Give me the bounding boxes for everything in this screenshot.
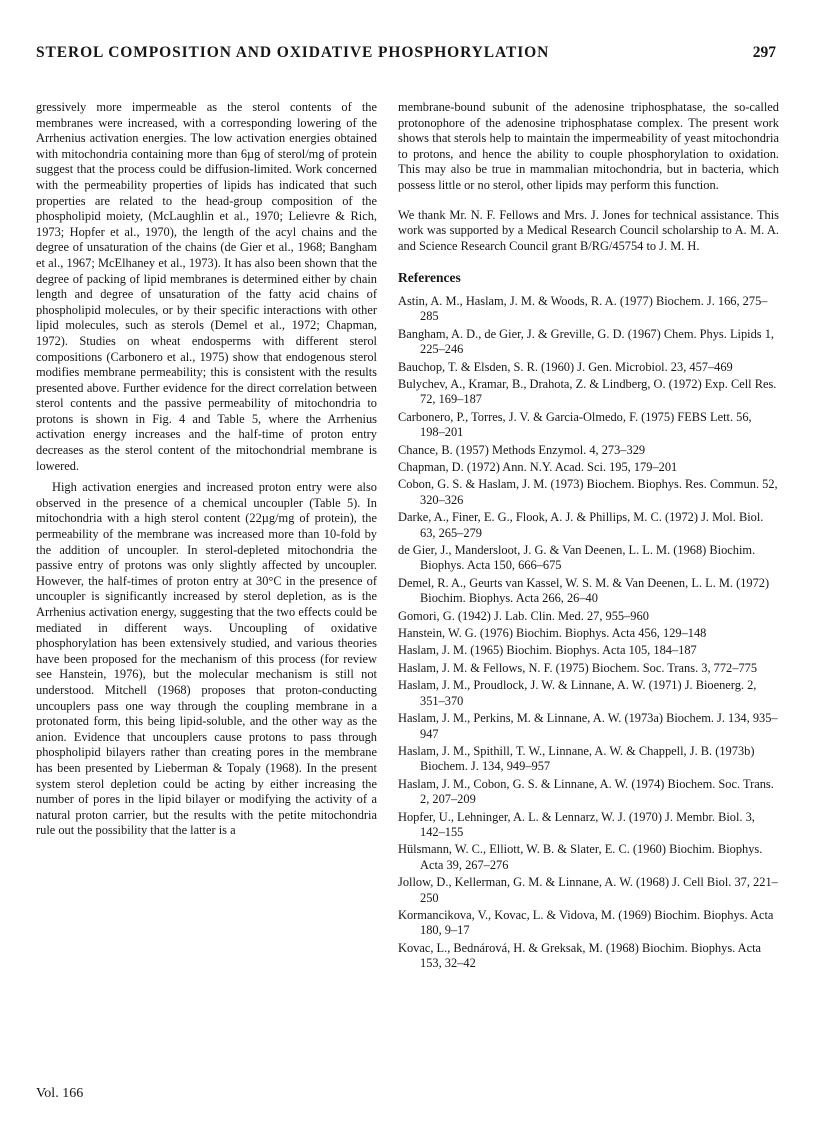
reference-item: Hopfer, U., Lehninger, A. L. & Lennarz, W. J. (1970) J. Membr. Biol. 3, 142–155 (398, 809, 755, 839)
reference-item: Demel, R. A., Geurts van Kassel, W. S. M. & Van Deenen, L. L. M. (1972) Biochim. Biophys. Acta 266, 26–40 (398, 575, 770, 606)
left-column (36, 100, 377, 839)
reference-item: Jollow, D., Kellerman, G. M. & Linnane, A. W. (1968) J. Cell Biol. 37, 221–250 (398, 875, 778, 905)
reference-item: Hülsmann, W. C., Elliott, W. B. & Slater, E. C. (1960) Biochim. Biophys. Acta 39, 267–276 (398, 842, 763, 872)
reference-item: Haslam, J. M., Perkins, M. & Linnane, A. W. (1973a) Biochem. J. 134, 935–947 (398, 711, 778, 741)
reference-item: Kovac, L., Bednárová, H. & Greksak, M. (1968) Biochim. Biophys. Acta 153, 32–42 (398, 940, 762, 971)
reference-item: Haslam, J. M. & Fellows, N. F. (1975) Biochem. Soc. Trans. 3, 772–775 (398, 660, 758, 675)
volume-footer: Vol. 166 (36, 1086, 84, 1101)
reference-item: Bauchop, T. & Elsden, S. R. (1960) J. Gen. Microbiol. 23, 457–469 (398, 359, 733, 374)
right-column (398, 100, 779, 974)
reference-item: Hanstein, W. G. (1976) Biochim. Biophys. Acta 456, 129–148 (398, 626, 707, 641)
reference-item: Darke, A., Finer, E. G., Flook, A. J. & Phillips, M. C. (1972) J. Mol. Biol. 63, 265–279 (398, 510, 764, 540)
reference-item: Chance, B. (1957) Methods Enzymol. 4, 273–329 (398, 442, 646, 457)
reference-item: Bangham, A. D., de Gier, J. & Greville, G. D. (1967) Chem. Phys. Lipids 1, 225–246 (398, 326, 775, 357)
running-header-title: STEROL COMPOSITION AND OXIDATIVE PHOSPHORYLATION (36, 44, 550, 61)
reference-item: Haslam, J. M., Cobon, G. S. & Linnane, A. W. (1974) Biochem. Soc. Trans. 2, 207–209 (398, 776, 774, 807)
reference-item: Astin, A. M., Haslam, J. M. & Woods, R. A. (1977) Biochem. J. 166, 275–285 (398, 293, 768, 324)
page-number: 297 (752, 44, 776, 61)
reference-item: Carbonero, P., Torres, J. V. & Garcia-Olmedo, F. (1975) FEBS Lett. 56, 198–201 (398, 409, 752, 440)
reference-item: Chapman, D. (1972) Ann. N.Y. Acad. Sci. 195, 179–201 (398, 460, 678, 474)
reference-item: de Gier, J., Mandersloot, J. G. & Van Deenen, L. L. M. (1968) Biochim. Biophys. Acta 150, 666–675 (398, 543, 756, 573)
reference-list (398, 294, 779, 972)
reference-item: Kormancikova, V., Kovac, L. & Vidova, M. (1969) Biochim. Biophys. Acta 180, 9–17 (398, 907, 774, 938)
section-gap (398, 194, 779, 208)
reference-item: Haslam, J. M., Proudlock, J. W. & Linnane, A. W. (1971) J. Bioenerg. 2, 351–370 (398, 678, 757, 708)
references-heading: References (398, 270, 461, 286)
reference-item: Cobon, G. S. & Haslam, J. M. (1973) Biochem. Biophys. Res. Commun. 52, 320–326 (398, 477, 778, 507)
reference-item: Bulychev, A., Kramar, B., Drahota, Z. & Lindberg, O. (1972) Exp. Cell Res. 72, 169–187 (398, 376, 777, 407)
body-paragraph-continuation: membrane-bound subunit of the adenosine triphosphatase, the so-called protonophore of the adenosine triphosphatase complex. The present work shows that sterols help to maintain the impermeability of yeast mitochondria to protons, and hence the ability to couple phosphorylation to oxidation. This may also be true in mammalian mitochondria, but in bacteria, which possess little or no sterol, other lipids may perform this function. (398, 100, 779, 192)
acknowledgement-paragraph: We thank Mr. N. F. Fellows and Mrs. J. Jones for technical assistance. This work was supported by a Medical Research Council scholarship to A. M. A. and Science Research Council grant B/RG/45754 to J. M. H. (398, 207, 779, 253)
body-paragraph: gressively more impermeable as the sterol contents of the membranes were increased, with a corresponding lowering of the Arrhenius activation energies. The low activation energies obtained with mitochondria containing more than 6µg of sterol/mg of protein suggest that the process could be diffusion-limited. Work concerned with the permeability properties of lipids has indicated that such properties are related to the head-group composition of the phospholipid moiety, (McLaughlin et al., 1970; Lelievre & Rich, 1973; Hopfer et al., 1970), the length of the acyl chains and the degree of unsaturation of the chains (de Gier et al., 1968; Bangham et al., 1967; McElhaney et al., 1973). It has also been shown that the degree of packing of lipid membranes is determined either by chain length and degree of unsaturation of the fatty acid chains of phospholipid molecules, or by their specific interactions with other lipid molecules, such as sterols (Demel et al., 1972; Chapman, 1972). Studies on wheat endosperms with different sterol compositions (Carbonero et al., 1975) show that endogenous sterol modifies membrane permeability; this is consistent with the results presented above. Further evidence for the direct correlation between sterol contents and the passive permeability of mitochondria to protons is shown in Fig. 4 and Table 5, where the Arrhenius activation energy increases and the half-time of proton entry decreases as the sterol content of the mitochondrial membrane is lowered. (36, 100, 377, 473)
reference-item: Haslam, J. M. (1965) Biochim. Biophys. Acta 105, 184–187 (398, 643, 697, 658)
body-paragraph: High activation energies and increased proton entry were also observed in the presence of a chemical uncoupler (Table 5). In mitochondria with a high sterol content (22µg/mg of protein), the permeability of the membrane was increased more than 10-fold by the addition of uncoupler. In sterol-depleted mitochondria the passive entry of protons was only slightly affected by uncoupler. However, the half-times of proton entry at 30°C in the presence of uncoupler is significantly increased by sterol depletion, as is the Arrhenius activation energy, suggesting that the two effects could be mediated in different ways. Uncoupling of oxidative phosphorylation has been extensively studied, and various theories have been proposed for the mechanism of this process (for review see Hanstein, 1976), but the molecular mechanism is still not understood. Mitchell (1968) proposes that proton-conducting uncouplers pass one way through the coupling membrane in a protonated form, this being lipid-soluble, and the other way as the anion. Evidence that uncouplers cause protons to pass through phospholipid bilayers rather than creating pores in the membrane has been presented by Lieberman & Topaly (1968). In the present system sterol depletion could be acting by either increasing the number of pores in the lipid bilayer or modifying the activity of a natural proton carrier, but the results with the petite mitochondria rule out the possibility that the latter is a (36, 480, 377, 838)
reference-item: Gomori, G. (1942) J. Lab. Clin. Med. 27, 955–960 (398, 608, 649, 623)
reference-item: Haslam, J. M., Spithill, T. W., Linnane, A. W. & Chappell, J. B. (1973b) Biochem. J. 134, 949–957 (398, 743, 755, 774)
